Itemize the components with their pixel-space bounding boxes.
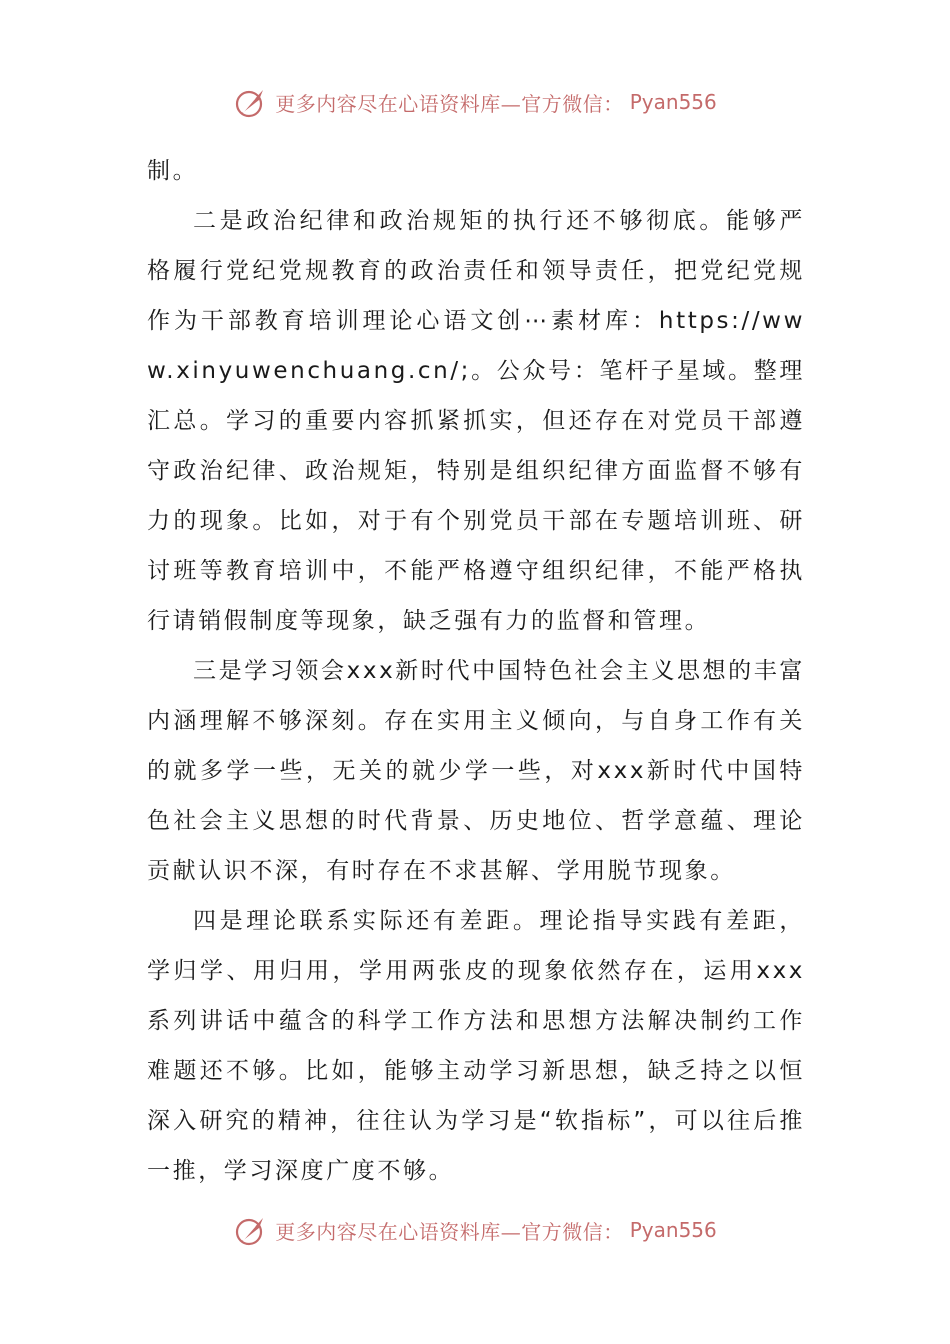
paragraph: 四是理论联系实际还有差距。理论指导实践有差距，学归学、用归用，学用两张皮的现象依然存在，运用xxx系列讲话中蕴含的科学工作方法和思想方法解决制约工作难题还不够。比如，能够主动学习新思想，缺乏持之以恒深入研究的精神，往往认为学习是“软指标”，可以往后推一推，学习深度广度不够。 bbox=[147, 908, 805, 1184]
banner-text: 更多内容尽在心语资料库—官方微信： bbox=[275, 91, 624, 116]
header-watermark-banner bbox=[0, 82, 950, 122]
paragraph: 三是学习领会xxx新时代中国特色社会主义思想的丰富内涵理解不够深刻。存在实用主义倾向，与自身工作有关的就多学一些，无关的就少学一些，对xxx新时代中国特色社会主义思想的时代背景、历史地位、哲学意蕴、理论贡献认识不深，有时存在不求甚解、学用脱节现象。 bbox=[147, 658, 805, 884]
quill-logo-icon bbox=[233, 84, 269, 120]
footer-watermark-banner bbox=[0, 1210, 950, 1250]
banner-wechat-id: Pyan556 bbox=[629, 90, 717, 114]
banner-text: 更多内容尽在心语资料库—官方微信： bbox=[275, 1219, 624, 1244]
banner-wechat-id: Pyan556 bbox=[629, 1218, 717, 1242]
paragraph-continuation: 制。 bbox=[147, 158, 199, 184]
paragraph: 二是政治纪律和政治规矩的执行还不够彻底。能够严格履行党纪党规教育的政治责任和领导责任，把党纪党规作为干部教育培训理论心语文创⋯素材库：https://www.xinyuwenchuang.cn/;。公众号：笔杆子星域。整理汇总。学习的重要内容抓紧抓实，但还存在对党员干部遵守政治纪律、政治规矩，特别是组织纪律方面监督不够有力的现象。比如，对于有个别党员干部在专题培训班、研讨班等教育培训中，不能严格遵守组织纪律，不能严格执行请销假制度等现象，缺乏强有力的监督和管理。 bbox=[147, 208, 805, 634]
quill-logo-icon bbox=[233, 1212, 269, 1248]
document-body bbox=[147, 146, 805, 1196]
